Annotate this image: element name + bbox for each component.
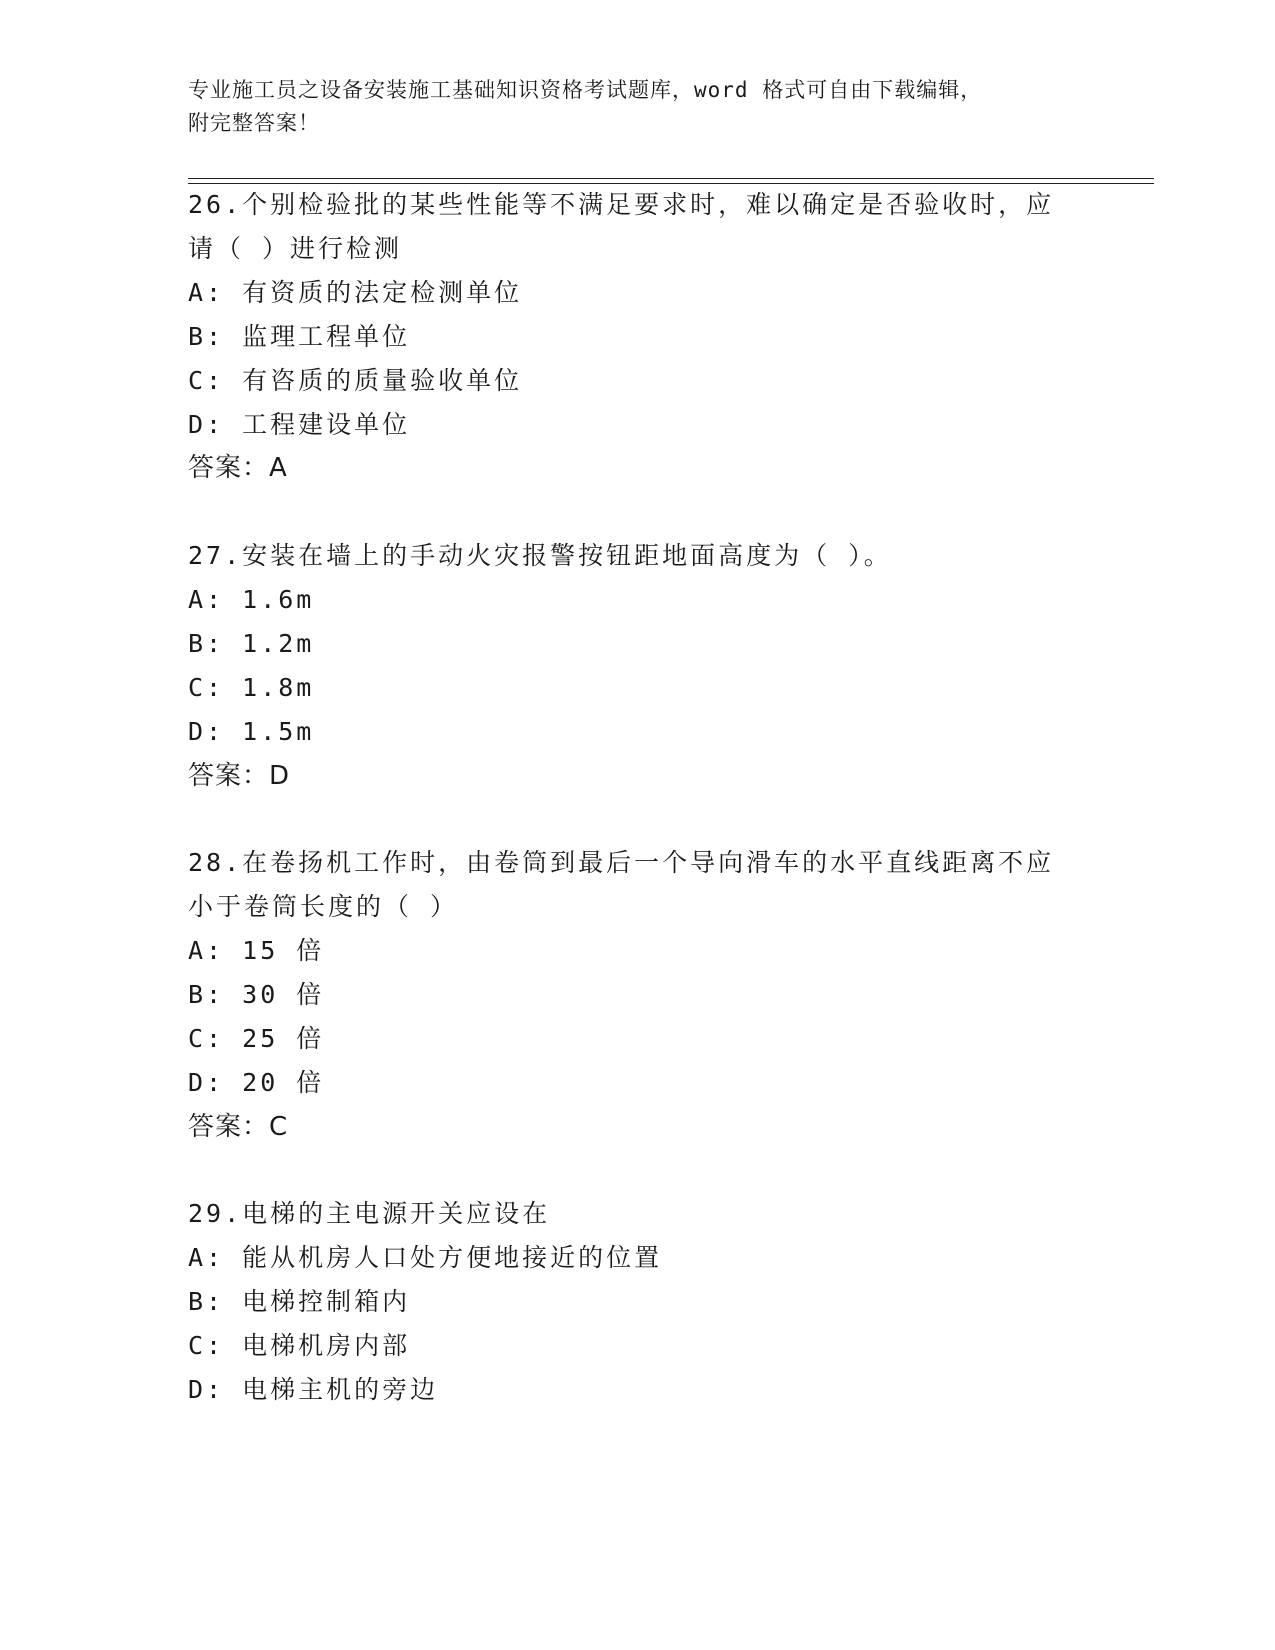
question-26-option-d: D: 工程建设单位	[188, 410, 411, 439]
question-27-option-a: A: 1.6m	[188, 585, 315, 614]
question-27-option-d: D: 1.5m	[188, 717, 315, 746]
header-line-2: 附完整答案！	[188, 111, 320, 135]
question-26-stem-line-2: 请（ ）进行检测	[188, 234, 403, 263]
question-29-option-a: A: 能从机房人口处方便地接近的位置	[188, 1243, 663, 1272]
question-26-stem-line-1: 26.个别检验批的某些性能等不满足要求时，难以确定是否验收时，应	[188, 190, 1055, 219]
header-divider-bottom	[188, 183, 1154, 184]
question-27-option-b: B: 1.2m	[188, 629, 315, 658]
question-26-option-b: B: 监理工程单位	[188, 322, 411, 351]
question-27-option-c: C: 1.8m	[188, 673, 315, 702]
question-29-stem-line-1: 29.电梯的主电源开关应设在	[188, 1199, 551, 1228]
question-28-option-b: B: 30 倍	[188, 980, 325, 1009]
question-26-option-a: A: 有资质的法定检测单位	[188, 278, 523, 307]
question-26-option-c: C: 有咨质的质量验收单位	[188, 366, 523, 395]
question-27-stem-line-1: 27.安装在墙上的手动火灾报警按钮距地面高度为（ ）。	[188, 541, 892, 570]
header-divider-top	[188, 178, 1154, 179]
question-29-option-d: D: 电梯主机的旁边	[188, 1375, 439, 1404]
question-27-answer: 答案：D	[188, 761, 291, 791]
question-28-option-a: A: 15 倍	[188, 936, 325, 965]
question-28-stem-line-2: 小于卷筒长度的（ ）	[188, 892, 459, 921]
question-29-option-c: C: 电梯机房内部	[188, 1331, 411, 1360]
question-28-option-d: D: 20 倍	[188, 1068, 325, 1097]
header-line-1: 专业施工员之设备安装施工基础知识资格考试题库，word 格式可自由下载编辑，	[188, 78, 983, 102]
question-28-answer: 答案：C	[188, 1112, 289, 1142]
question-29-option-b: B: 电梯控制箱内	[188, 1287, 411, 1316]
question-28-stem-line-1: 28.在卷扬机工作时，由卷筒到最后一个导向滑车的水平直线距离不应	[188, 848, 1055, 877]
document-header	[188, 74, 1068, 140]
question-26-answer: 答案：A	[188, 453, 288, 483]
question-28-option-c: C: 25 倍	[188, 1024, 325, 1053]
